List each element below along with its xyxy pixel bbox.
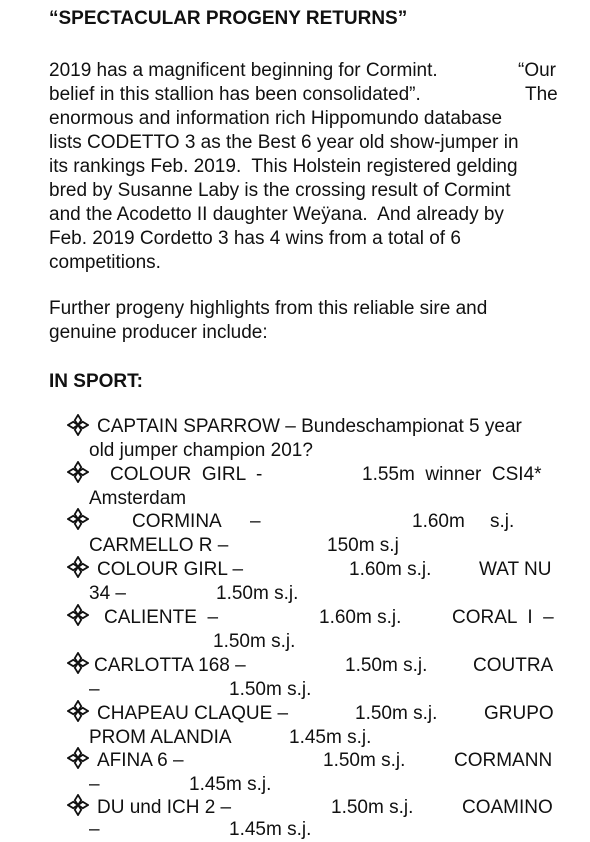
list-item-text: CORMANN xyxy=(454,750,553,771)
four-diamond-bullet-icon xyxy=(67,700,89,722)
list-item-text: COUTRA xyxy=(473,655,554,676)
list-item-text: 1.60m xyxy=(412,511,465,532)
list-item-text: CALIENTE – xyxy=(104,607,219,628)
para1-line: Feb. 2019 Cordetto 3 has 4 wins from a total of 6 xyxy=(49,228,461,249)
list-item-text: PROM ALANDIA xyxy=(89,727,232,748)
list-item-text: 1.50m s.j. xyxy=(213,631,296,652)
four-diamond-bullet-icon xyxy=(67,461,89,483)
list-item-text: old jumper champion 201? xyxy=(89,440,313,461)
list-item-text: DU und ICH 2 – xyxy=(97,797,232,818)
list-item-text: CORAL I – xyxy=(452,607,554,628)
four-diamond-bullet-icon xyxy=(67,652,89,674)
para1-line: belief in this stallion has been consolidated”. xyxy=(49,84,421,105)
list-item-text: COLOUR GIRL – xyxy=(97,559,244,580)
list-item-text: 1.50m s.j. xyxy=(323,750,406,771)
four-diamond-bullet-icon xyxy=(67,604,89,626)
list-item-text: GRUPO xyxy=(484,703,554,724)
para1-line: its rankings Feb. 2019. This Holstein registered gelding xyxy=(49,156,518,177)
list-item-text: 1.60m s.j. xyxy=(349,559,432,580)
list-item-text: 1.50m s.j. xyxy=(355,703,438,724)
list-item-text: – xyxy=(89,774,100,795)
para1-line: enormous and information rich Hippomundo database xyxy=(49,108,503,129)
four-diamond-bullet-icon xyxy=(67,794,89,816)
para1-line: 2019 has a magnificent beginning for Cormint. xyxy=(49,60,438,81)
list-item-text: 1.55m winner CSI4* xyxy=(362,464,542,485)
list-item-text: 1.50m s.j. xyxy=(331,797,414,818)
article-heading: “SPECTACULAR PROGENY RETURNS” xyxy=(49,8,408,29)
list-item-text: s.j. xyxy=(490,511,515,532)
list-item-text: 1.50m s.j. xyxy=(229,679,312,700)
section-heading: IN SPORT: xyxy=(49,371,143,392)
list-item-text: – xyxy=(89,819,100,840)
para2-line: genuine producer include: xyxy=(49,322,268,343)
list-item-text: CARMELLO R – xyxy=(89,535,229,556)
four-diamond-bullet-icon xyxy=(67,747,89,769)
list-item-text: CHAPEAU CLAQUE – xyxy=(97,703,289,724)
para1-line: lists CODETTO 3 as the Best 6 year old show-jumper in xyxy=(49,132,519,153)
list-item-text: 1.45m s.j. xyxy=(189,774,272,795)
list-item-text: WAT NU xyxy=(479,559,552,580)
para1-line: and the Acodetto II daughter Weÿana. And already by xyxy=(49,204,504,225)
four-diamond-bullet-icon xyxy=(67,556,89,578)
para1-line: competitions. xyxy=(49,252,161,273)
list-item-text: – xyxy=(89,679,100,700)
list-item-text: AFINA 6 – xyxy=(97,750,184,771)
list-item-text: 1.50m s.j. xyxy=(345,655,428,676)
list-item-text: 1.45m s.j. xyxy=(289,727,372,748)
list-item-text: 1.45m s.j. xyxy=(229,819,312,840)
para2-line: Further progeny highlights from this reliable sire and xyxy=(49,298,488,319)
four-diamond-bullet-icon xyxy=(67,508,89,530)
list-item-text: 1.50m s.j. xyxy=(216,583,299,604)
list-item-text: 34 – xyxy=(89,583,126,604)
list-item-text: 1.60m s.j. xyxy=(319,607,402,628)
list-item-text: Amsterdam xyxy=(89,488,187,509)
list-item-text: COAMINO xyxy=(462,797,553,818)
list-item-text: CARLOTTA 168 – xyxy=(94,655,246,676)
list-item-text: CAPTAIN SPARROW – Bundeschampionat 5 year xyxy=(97,416,522,437)
para1-line: bred by Susanne Laby is the crossing result of Cormint xyxy=(49,180,511,201)
list-item-text: COLOUR GIRL - xyxy=(110,464,263,485)
list-item-text: – xyxy=(250,511,261,532)
four-diamond-bullet-icon xyxy=(67,414,89,436)
para1-line: The xyxy=(525,84,558,105)
para1-line: “Our xyxy=(518,60,556,81)
list-item-text: CORMINA xyxy=(132,511,222,532)
list-item-text: 150m s.j xyxy=(327,535,399,556)
